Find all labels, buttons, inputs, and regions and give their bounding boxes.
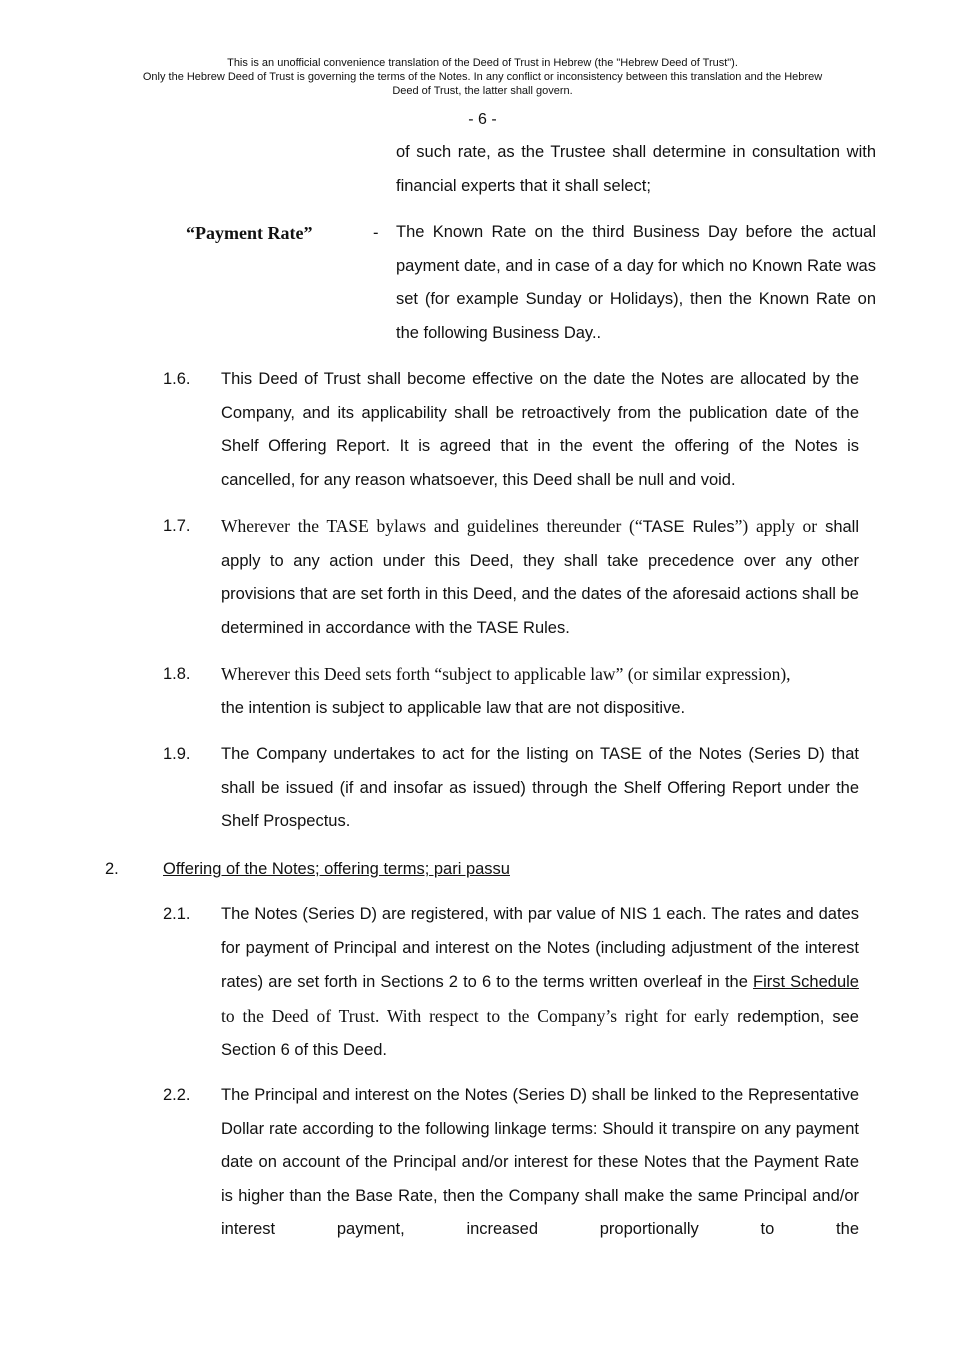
definition-text: The Known Rate on the third Business Day before the actual payment date, and in case of a day for which no Known Rate was set (for example Sunday or Holidays), then the Known Rate on the following Business Day.. [396,223,876,342]
section-1-7-serif-lead: Wherever the TASE bylaws and guidelines thereunder (“ [221,516,643,536]
section-2-1-text [221,898,859,1068]
section-1-8-serif-line: Wherever this Deed sets forth “subject to applicable law” (or similar expression), [221,664,791,684]
section-number-1-8: 1.8. [163,665,191,683]
definition-term: “Payment Rate” [186,223,313,243]
first-schedule-reference: First Schedule [753,973,859,991]
section-2-2-text: The Principal and interest on the Notes (Series D) shall be linked to the Representative Dollar rate according to the following linkage terms: Should it transpire on any payment date on account of the Principal and/or interest for these Notes that the Payment Rate is higher than the Base Rate, then the Company shall make the same Principal and/or interest payment, increased proportionally to the [221,1086,859,1238]
section-2-heading: Offering of the Notes; offering terms; pari passu [163,860,510,878]
section-1-8-text [221,658,861,725]
section-1-7-text [221,510,859,645]
definition-dash: - [373,224,379,242]
section-1-9-text: The Company undertakes to act for the listing on TASE of the Notes (Series D) that shall be issued (if and insofar as issued) through the Shelf Offering Report under the Shelf Prospectus. [221,745,859,830]
section-1-7-serif-tail: ”) apply or [734,516,818,536]
section-1-8-remaining-text: the intention is subject to applicable law that are not dispositive. [221,698,686,717]
section-number-1-9: 1.9. [163,745,191,763]
section-number-1-6: 1.6. [163,370,191,388]
section-2-1-lead-text: The Notes (Series D) are registered, with par value of NIS 1 each. The rates and dates for payment of Principal and interest on the Notes (including adjustment of the interest rates) are set forth in Sections 2 to 6 to the terms written overleaf in the [221,905,859,991]
section-1-7-defined-term: TASE Rules [642,518,735,536]
disclaimer-line-1: This is an unofficial convenience translation of the Deed of Trust in Hebrew (the "Hebrew Deed of Trust"). [227,57,738,69]
section-2-1-serif-text: to the Deed of Trust. With respect to the Company’s right for early [221,1005,730,1026]
section-number-2-1: 2.1. [163,905,191,923]
disclaimer-line-2: Only the Hebrew Deed of Trust is governing the terms of the Notes. In any conflict or inconsistency between this translation and the Hebrew [142,71,823,83]
translation-disclaimer [90,56,875,98]
page-number: - 6 - [468,111,497,128]
section-number-1-7: 1.7. [163,517,191,535]
section-1-7-remaining-text: shall apply to any action under this Deed, they shall take precedence over any other provisions that are set forth in this Deed, and the dates of the aforesaid actions shall be determined in accordance with the TASE Rules. [221,518,860,637]
section-1-6-text: This Deed of Trust shall become effective on the date the Notes are allocated by the Company, and its applicability shall be retroactively from the publication date of the Shelf Offering Report. It is agreed that in the event the offering of the Notes is cancelled, for any reason whatsoever, this Deed shall be null and void. [221,370,859,489]
section-number-2: 2. [105,860,119,878]
disclaimer-line-3: Deed of Trust, the latter shall govern. [392,85,573,97]
section-2-1-tail-text: redemption, see Section 6 of this Deed. [221,1007,859,1059]
section-number-2-2: 2.2. [163,1086,191,1104]
continuation-paragraph: of such rate, as the Trustee shall determine in consultation with financial experts that it shall select; [396,143,876,195]
